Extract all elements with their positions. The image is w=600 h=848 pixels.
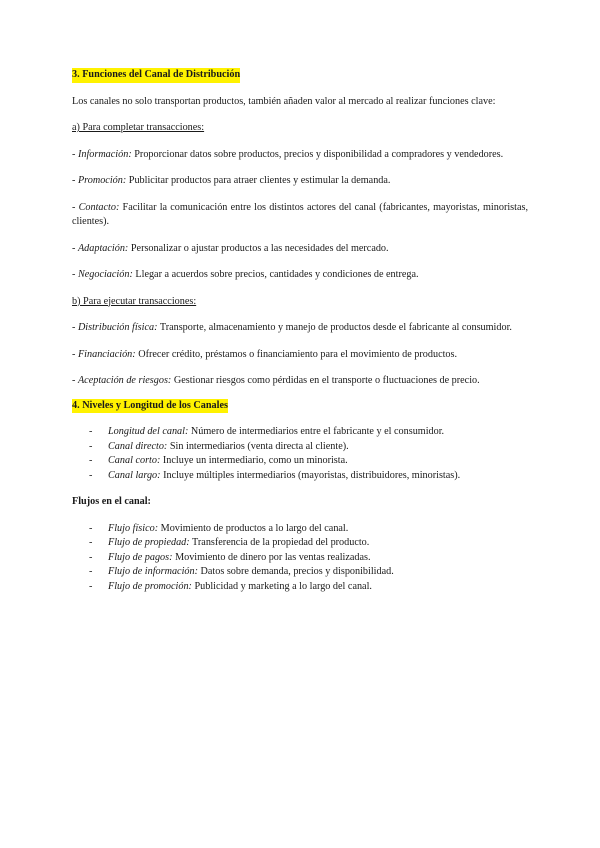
list-text: Incluye múltiples intermediarios (mayoristas, distribuidores, minoristas). (160, 469, 461, 481)
list-term: Canal largo: (108, 469, 161, 481)
levels-list (72, 425, 528, 483)
list-item: - Flujo de propiedad: Transferencia de la propiedad del producto. (89, 537, 370, 548)
list-item: - Longitud del canal: Número de intermediarios entre el fabricante y el consumidor. (89, 426, 445, 437)
list-text: Datos sobre demanda, precios y disponibilidad. (197, 566, 394, 577)
list-text: Incluye un intermediario, como un minorista. (160, 455, 348, 466)
function-item-informacion: - Información: Proporcionar datos sobre productos, precios y disponibilidad a compradores y vendedores. (72, 148, 504, 160)
function-item-distribucion: - Distribución física: Transporte, almacenamiento y manejo de productos desde el fabricante al consumidor. (72, 322, 512, 333)
list-text: Número de intermediarios entre el fabricante y el consumidor. (188, 426, 445, 437)
list-item: - Canal directo: Sin intermediarios (venta directa al cliente). (89, 440, 349, 452)
function-text: Publicitar productos para atraer clientes y estimular la demanda. (126, 175, 391, 186)
list-item: - Canal largo: Incluye múltiples intermediarios (mayoristas, distribuidores, minoristas). (89, 469, 461, 481)
list-term: Flujo de pagos: (108, 551, 173, 563)
subheading-b: b) Para ejecutar transacciones: (72, 295, 197, 307)
page-content (72, 68, 528, 594)
list-term: Longitud del canal: (108, 426, 189, 437)
function-item-financiacion: - Financiación: Ofrecer crédito, préstamos o financiamiento para el movimiento de productos. (72, 348, 458, 360)
function-term: Distribución física: (77, 322, 158, 333)
list-text: Transferencia de la propiedad del producto. (189, 537, 370, 548)
function-text: Proporcionar datos sobre productos, precios y disponibilidad a compradores y vendedores. (131, 148, 504, 160)
section3-intro: Los canales no solo transportan productos, también añaden valor al mercado al realizar funciones clave: (72, 95, 496, 107)
function-item-negociacion: - Negociación: Llegar a acuerdos sobre precios, cantidades y condiciones de entrega. (72, 269, 419, 280)
list-text: Movimiento de productos a lo largo del canal. (158, 522, 349, 534)
list-term: Flujo de propiedad: (108, 537, 190, 548)
section4-heading: 4. Niveles y Longitud de los Canales (72, 399, 228, 414)
list-term: Canal corto: (108, 455, 161, 466)
function-term: Información: (77, 148, 132, 160)
function-item-riesgos: - Aceptación de riesgos: Gestionar riesgos como pérdidas en el transporte o fluctuaciones de precio. (72, 375, 480, 386)
flujos-heading: Flujos en el canal: (72, 496, 151, 507)
list-item: - Flujo de promoción: Publicidad y marketing a lo largo del canal. (89, 580, 372, 592)
function-text: Ofrecer crédito, préstamos o financiamiento para el movimiento de productos. (135, 348, 458, 360)
list-item: - Flujo de información: Datos sobre demanda, precios y disponibilidad. (89, 566, 394, 577)
function-term: Adaptación: (77, 242, 129, 254)
function-term: Promoción: (77, 175, 127, 186)
list-term: Flujo de promoción: (108, 580, 192, 592)
list-term: Flujo de información: (108, 566, 198, 577)
list-term: Flujo físico: (108, 522, 159, 534)
section3-heading: 3. Funciones del Canal de Distribución (72, 68, 240, 83)
function-item-promocion: - Promoción: Publicitar productos para atraer clientes y estimular la demanda. (72, 175, 391, 186)
flows-list (72, 522, 528, 595)
list-text: Sin intermediarios (venta directa al cliente). (167, 440, 349, 452)
function-text: Llegar a acuerdos sobre precios, cantidades y condiciones de entrega. (132, 269, 419, 280)
list-term: Canal directo: (108, 440, 168, 452)
list-text: Publicidad y marketing a lo largo del canal. (191, 580, 372, 592)
list-item: - Flujo de pagos: Movimiento de dinero por las ventas realizadas. (89, 551, 371, 563)
function-item-adaptacion: - Adaptación: Personalizar o ajustar productos a las necesidades del mercado. (72, 242, 389, 254)
function-term: Financiación: (77, 348, 136, 360)
function-term: Aceptación de riesgos: (77, 375, 172, 386)
subheading-a: a) Para completar transacciones: (72, 122, 205, 133)
function-text: Gestionar riesgos como pérdidas en el transporte o fluctuaciones de precio. (171, 375, 480, 386)
list-text: Movimiento de dinero por las ventas realizadas. (172, 551, 371, 563)
function-item-contacto: - Contacto: Facilitar la comunicación entre los distintos actores del canal (fabricantes, mayoristas, minoristas, clientes). (72, 201, 528, 227)
list-item: - Flujo físico: Movimiento de productos a lo largo del canal. (89, 522, 349, 534)
function-text: Transporte, almacenamiento y manejo de productos desde el fabricante al consumidor. (157, 322, 512, 333)
list-item: - Canal corto: Incluye un intermediario, como un minorista. (89, 455, 348, 466)
function-text: Facilitar la comunicación entre los distintos actores del canal (fabricantes, mayoristas, minoristas, clientes). (72, 201, 528, 227)
function-term: Negociación: (77, 269, 133, 280)
function-text: Personalizar o ajustar productos a las necesidades del mercado. (128, 242, 389, 254)
function-term: Contacto: (78, 201, 120, 213)
